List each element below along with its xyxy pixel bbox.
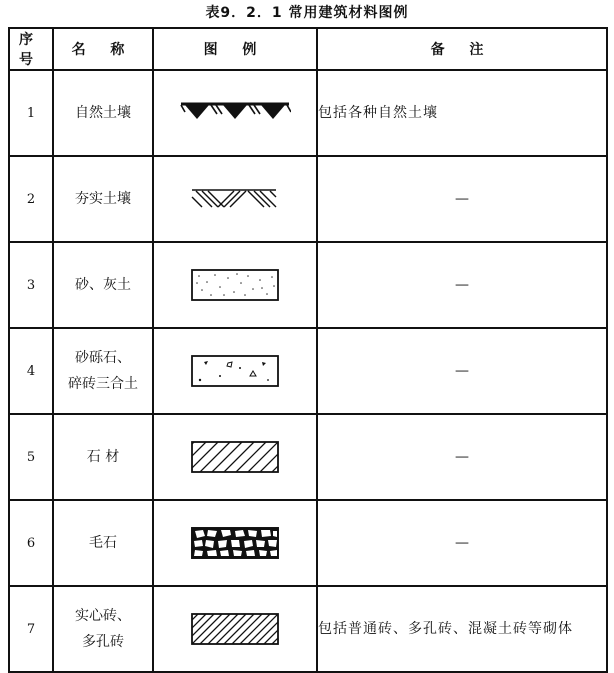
table-row: [9, 328, 607, 414]
table-row: [9, 242, 607, 328]
material-note: —: [317, 156, 607, 242]
rubble-pattern: [190, 526, 280, 560]
material-note: 包括普通砖、多孔砖、混凝土砖等砌体: [317, 586, 607, 672]
table-row: [9, 500, 607, 586]
material-note: —: [317, 242, 607, 328]
row-number: 2: [9, 156, 53, 242]
table-row: [9, 586, 607, 672]
name-line: 砂、灰土: [75, 277, 131, 293]
material-note: 包括各种自然土壤: [317, 70, 607, 156]
table-row: [9, 156, 607, 242]
name-line: 夯实土壤: [75, 191, 131, 207]
name-line: 碎砖三合土: [68, 376, 138, 392]
legend-cell: [153, 500, 317, 586]
material-name: [53, 156, 153, 242]
header-note: 备 注: [317, 28, 607, 70]
materials-legend-table: [8, 27, 608, 673]
table-row: [9, 414, 607, 500]
row-number: 6: [9, 500, 53, 586]
natural-soil-pattern: [179, 101, 291, 125]
name-line: 毛石: [89, 535, 117, 551]
material-name: [53, 586, 153, 672]
legend-cell: [153, 242, 317, 328]
legend-cell: [153, 70, 317, 156]
material-name: [53, 414, 153, 500]
material-name: [53, 328, 153, 414]
table-title: 表9．2．1 常用建筑材料图例: [205, 5, 409, 21]
legend-cell: [153, 328, 317, 414]
header-row: [9, 28, 607, 70]
compacted-soil-pattern: [190, 187, 280, 211]
gravel-pattern: [190, 354, 280, 388]
header-legend: 图 例: [153, 28, 317, 70]
brick-pattern: [190, 612, 280, 646]
row-number: 5: [9, 414, 53, 500]
table-row: [9, 70, 607, 156]
header-no: 序号: [9, 28, 53, 70]
name-line: 石 材: [86, 449, 120, 465]
legend-cell: [153, 156, 317, 242]
material-name: [53, 70, 153, 156]
name-line: 多孔砖: [82, 634, 124, 650]
row-number: 4: [9, 328, 53, 414]
material-name: [53, 242, 153, 328]
stone-pattern: [190, 440, 280, 474]
legend-cell: [153, 586, 317, 672]
material-note: —: [317, 328, 607, 414]
row-number: 7: [9, 586, 53, 672]
row-number: 3: [9, 242, 53, 328]
header-name: 名 称: [53, 28, 153, 70]
material-name: [53, 500, 153, 586]
name-line: 实心砖、: [75, 608, 131, 624]
material-note: —: [317, 500, 607, 586]
legend-cell: [153, 414, 317, 500]
name-line: 自然土壤: [75, 105, 131, 121]
name-line: 砂砾石、: [75, 350, 131, 366]
sand-lime-pattern: [190, 268, 280, 302]
material-note: —: [317, 414, 607, 500]
row-number: 1: [9, 70, 53, 156]
